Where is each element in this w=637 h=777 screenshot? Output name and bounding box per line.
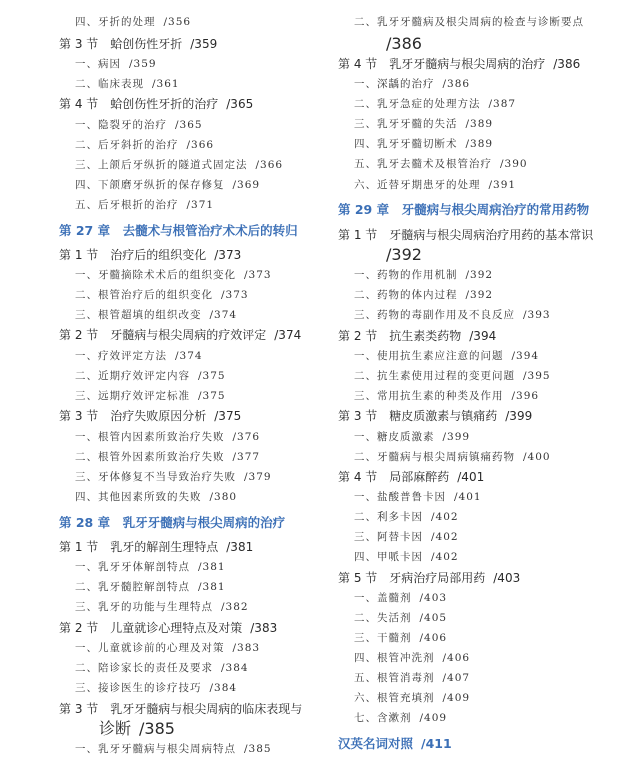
entry-title: 一、隐裂牙的治疗	[75, 119, 167, 131]
chapter-heading	[338, 200, 589, 220]
toc-item	[59, 175, 260, 195]
toc-item	[338, 507, 459, 527]
page-number: /403	[419, 592, 448, 604]
entry-title: 第 5 节 牙病治疗局部用药	[338, 571, 486, 585]
page-number: /373	[244, 269, 272, 281]
page-number: /375	[198, 370, 226, 382]
page-number: /406	[419, 632, 448, 644]
entry-title: 二、临床表现	[75, 78, 144, 90]
toc-item	[338, 94, 516, 114]
page-number: /386	[553, 57, 581, 71]
toc-item	[59, 467, 272, 487]
toc-item	[59, 135, 214, 155]
entry-title: 二、根管外因素所致治疗失败	[75, 451, 225, 463]
entry-title: 第 4 节 蛤创伤性牙折的治疗	[59, 97, 219, 111]
page-number: /402	[431, 511, 459, 523]
toc-item	[338, 154, 528, 174]
toc-item	[59, 195, 214, 215]
page-number: /403	[493, 571, 521, 585]
entry-title: 一、深龋的治疗	[354, 78, 435, 90]
page-number: /366	[186, 139, 215, 151]
toc-item	[338, 648, 470, 668]
page-number: /375	[214, 409, 242, 423]
entry-title: 第 2 节 抗生素类药物	[338, 329, 462, 343]
toc-continuation	[338, 34, 422, 54]
toc-item	[59, 638, 260, 658]
entry-title: 二、牙髓病与根尖周病镇痛药物	[354, 451, 515, 463]
toc-item	[338, 114, 493, 134]
page-number: /379	[244, 471, 272, 483]
page-number: /359	[190, 37, 218, 51]
entry-title: 四、下颌磨牙纵折的保存修复	[75, 179, 225, 191]
entry-title: 诊断	[99, 719, 132, 738]
toc-item	[338, 346, 539, 366]
entry-title: 三、远期疗效评定标准	[75, 390, 190, 402]
section-heading	[338, 568, 520, 588]
section-heading	[59, 325, 301, 345]
toc-item	[59, 346, 203, 366]
page-number: /374	[209, 309, 238, 321]
page-number: /383	[232, 642, 261, 654]
toc-item	[338, 386, 539, 406]
toc-item	[59, 487, 237, 507]
page-number: /373	[221, 289, 249, 301]
entry-title: 二、失活剂	[354, 612, 412, 624]
page-number: /365	[175, 119, 203, 131]
toc-item	[59, 447, 260, 467]
entry-title: 一、使用抗生素应注意的问题	[354, 350, 504, 362]
entry-title: 一、盖髓剂	[354, 592, 412, 604]
toc-item	[59, 427, 260, 447]
toc-item	[338, 12, 584, 32]
entry-title: 五、根管消毒剂	[354, 672, 435, 684]
toc-item	[338, 527, 459, 547]
page-number: /385	[139, 719, 175, 738]
page-number: /373	[214, 248, 242, 262]
page-number: /392	[465, 269, 494, 281]
toc-item	[338, 427, 470, 447]
page-number: /399	[505, 409, 533, 423]
page-number: /389	[465, 138, 494, 150]
entry-title: 五、乳牙去髓术及根管治疗	[354, 158, 492, 170]
entry-title: 一、药物的作用机制	[354, 269, 458, 281]
entry-title: 一、儿童就诊前的心理及对策	[75, 642, 225, 654]
toc-item	[338, 134, 493, 154]
page-number: /392	[386, 245, 422, 264]
toc-item	[59, 658, 249, 678]
toc-item	[338, 547, 459, 567]
page-number: /369	[232, 179, 261, 191]
toc-item	[338, 366, 551, 386]
entry-title: 一、疗效评定方法	[75, 350, 167, 362]
page-number: /402	[431, 551, 459, 563]
entry-title: 四、乳牙牙髓切断术	[354, 138, 458, 150]
toc-item	[59, 577, 226, 597]
page-number: /366	[255, 159, 284, 171]
page-number: /361	[152, 78, 180, 90]
page-number: /386	[386, 34, 422, 53]
entry-title: 四、牙折的处理	[75, 16, 156, 28]
page-number: /374	[175, 350, 203, 362]
page-number: /393	[523, 309, 551, 321]
section-heading	[59, 406, 241, 426]
page-number: /359	[129, 58, 157, 70]
page-number: /371	[186, 199, 215, 211]
entry-title: 一、牙髓摘除术术后的组织变化	[75, 269, 236, 281]
toc-item	[338, 688, 470, 708]
section-heading	[59, 699, 302, 719]
toc-item	[338, 285, 493, 305]
page-number: /385	[244, 743, 272, 755]
entry-title: 第 3 节 乳牙牙髓病与根尖周病的临床表现与	[59, 702, 303, 716]
page-number: /407	[442, 672, 471, 684]
entry-title: 三、干髓剂	[354, 632, 412, 644]
chapter-heading	[59, 221, 298, 241]
page-number: /394	[469, 329, 497, 343]
page-number: /381	[198, 561, 226, 573]
entry-title: 三、牙体修复不当导致治疗失败	[75, 471, 236, 483]
page-number: /376	[232, 431, 261, 443]
entry-title: 二、乳牙急症的处理方法	[354, 98, 481, 110]
page-number: /405	[419, 612, 448, 624]
page-number: /402	[431, 531, 459, 543]
page-number: /381	[198, 581, 226, 593]
page-number: /401	[457, 470, 485, 484]
page-number: /375	[198, 390, 226, 402]
toc-item	[338, 305, 551, 325]
entry-title: 第 3 节 蛤创伤性牙折	[59, 37, 183, 51]
page-number: /381	[226, 540, 254, 554]
toc-item	[59, 305, 237, 325]
entry-title: 二、乳牙牙髓病及根尖周病的检查与诊断要点	[354, 16, 584, 28]
entry-title: 二、抗生素使用过程的变更问题	[354, 370, 515, 382]
entry-title: 四、甲哌卡因	[354, 551, 423, 563]
page-number: /383	[250, 621, 278, 635]
entry-title: 三、药物的毒副作用及不良反应	[354, 309, 515, 321]
entry-title: 六、根管充填剂	[354, 692, 435, 704]
entry-title: 三、接诊医生的诊疗技巧	[75, 682, 202, 694]
entry-title: 三、乳牙的功能与生理特点	[75, 601, 213, 613]
page-number: /377	[232, 451, 261, 463]
page-number: /365	[226, 97, 254, 111]
toc-item	[59, 597, 249, 617]
entry-title: 三、阿替卡因	[354, 531, 423, 543]
chapter-heading	[338, 734, 452, 754]
section-heading	[338, 54, 580, 74]
entry-title: 第 28 章 乳牙牙髓病与根尖周病的治疗	[59, 515, 286, 530]
toc-item	[59, 386, 226, 406]
section-heading	[338, 467, 484, 487]
entry-title: 第 2 节 儿童就诊心理特点及对策	[59, 621, 243, 635]
entry-title: 五、后牙根折的治疗	[75, 199, 179, 211]
toc-item	[59, 366, 226, 386]
page-number: /401	[454, 491, 482, 503]
toc-item	[59, 74, 180, 94]
page-number: /411	[421, 736, 452, 751]
toc-item	[338, 708, 447, 728]
entry-title: 三、乳牙牙髓的失活	[354, 118, 458, 130]
section-heading	[59, 537, 253, 557]
entry-title: 二、乳牙髓腔解剖特点	[75, 581, 190, 593]
entry-title: 二、根管治疗后的组织变化	[75, 289, 213, 301]
toc-continuation	[59, 719, 175, 739]
entry-title: 二、后牙斜折的治疗	[75, 139, 179, 151]
entry-title: 第 29 章 牙髓病与根尖周病治疗的常用药物	[338, 202, 590, 217]
page-number: /400	[523, 451, 551, 463]
toc-item	[338, 668, 470, 688]
entry-title: 第 4 节 局部麻醉药	[338, 470, 450, 484]
toc-item	[59, 155, 283, 175]
entry-title: 六、近替牙期患牙的处理	[354, 179, 481, 191]
section-heading	[59, 245, 241, 265]
section-heading	[338, 326, 496, 346]
toc-item	[338, 608, 447, 628]
toc-item	[338, 74, 470, 94]
entry-title: 三、上颌后牙纵折的隧道式固定法	[75, 159, 248, 171]
toc-item	[59, 12, 191, 32]
entry-title: 四、根管冲洗剂	[354, 652, 435, 664]
toc-continuation	[338, 245, 422, 265]
toc-item	[338, 628, 447, 648]
entry-title: 一、盐酸普鲁卡因	[354, 491, 446, 503]
toc-item	[59, 557, 226, 577]
page-number: /387	[488, 98, 517, 110]
entry-title: 四、其他因素所致的失败	[75, 491, 202, 503]
page-number: /392	[465, 289, 494, 301]
page-number: /409	[419, 712, 448, 724]
entry-title: 第 1 节 乳牙的解剖生理特点	[59, 540, 219, 554]
entry-title: 第 27 章 去髓术与根管治疗术术后的转归	[59, 223, 298, 238]
section-heading	[59, 618, 277, 638]
page-number: /384	[221, 662, 249, 674]
page-number: /394	[511, 350, 540, 362]
section-heading	[59, 34, 217, 54]
entry-title: 第 3 节 糖皮质激素与镇痛药	[338, 409, 498, 423]
page-number: /380	[209, 491, 238, 503]
toc-item	[338, 175, 516, 195]
toc-item	[338, 265, 493, 285]
page-number: /374	[274, 328, 302, 342]
section-heading	[338, 225, 593, 245]
toc-item	[59, 265, 272, 285]
entry-title: 第 2 节 牙髓病与根尖周病的疗效评定	[59, 328, 267, 342]
toc-item	[338, 487, 482, 507]
entry-title: 二、药物的体内过程	[354, 289, 458, 301]
page-number: /390	[500, 158, 528, 170]
toc-item	[59, 285, 249, 305]
section-heading	[338, 406, 532, 426]
page-number: /386	[442, 78, 471, 90]
page-number: /395	[523, 370, 551, 382]
toc-item	[59, 115, 203, 135]
page-number: /384	[209, 682, 238, 694]
entry-title: 一、乳牙牙体解剖特点	[75, 561, 190, 573]
page-number: /406	[442, 652, 471, 664]
page-number: /391	[488, 179, 517, 191]
page-number: /356	[163, 16, 192, 28]
chapter-heading	[59, 513, 285, 533]
entry-title: 七、含漱剂	[354, 712, 412, 724]
page-number: /409	[442, 692, 471, 704]
entry-title: 二、近期疗效评定内容	[75, 370, 190, 382]
page-number: /389	[465, 118, 494, 130]
entry-title: 一、根管内因素所致治疗失败	[75, 431, 225, 443]
toc-item	[338, 588, 447, 608]
entry-title: 三、根管超填的组织改变	[75, 309, 202, 321]
entry-title: 第 4 节 乳牙牙髓病与根尖周病的治疗	[338, 57, 546, 71]
entry-title: 第 1 节 牙髓病与根尖周病治疗用药的基本常识	[338, 228, 594, 242]
entry-title: 二、利多卡因	[354, 511, 423, 523]
entry-title: 第 1 节 治疗后的组织变化	[59, 248, 207, 262]
toc-item	[338, 447, 551, 467]
page-number: /399	[442, 431, 471, 443]
toc-item	[59, 678, 237, 698]
entry-title: 二、陪诊家长的责任及要求	[75, 662, 213, 674]
entry-title: 一、乳牙牙髓病与根尖周病特点	[75, 743, 236, 755]
entry-title: 汉英名词对照	[338, 736, 414, 751]
toc-item	[59, 739, 272, 759]
section-heading	[59, 94, 253, 114]
entry-title: 一、糖皮质激素	[354, 431, 435, 443]
entry-title: 一、病因	[75, 58, 121, 70]
page-number: /396	[511, 390, 540, 402]
page-number: /382	[221, 601, 249, 613]
entry-title: 三、常用抗生素的种类及作用	[354, 390, 504, 402]
toc-item	[59, 54, 157, 74]
entry-title: 第 3 节 治疗失败原因分析	[59, 409, 207, 423]
